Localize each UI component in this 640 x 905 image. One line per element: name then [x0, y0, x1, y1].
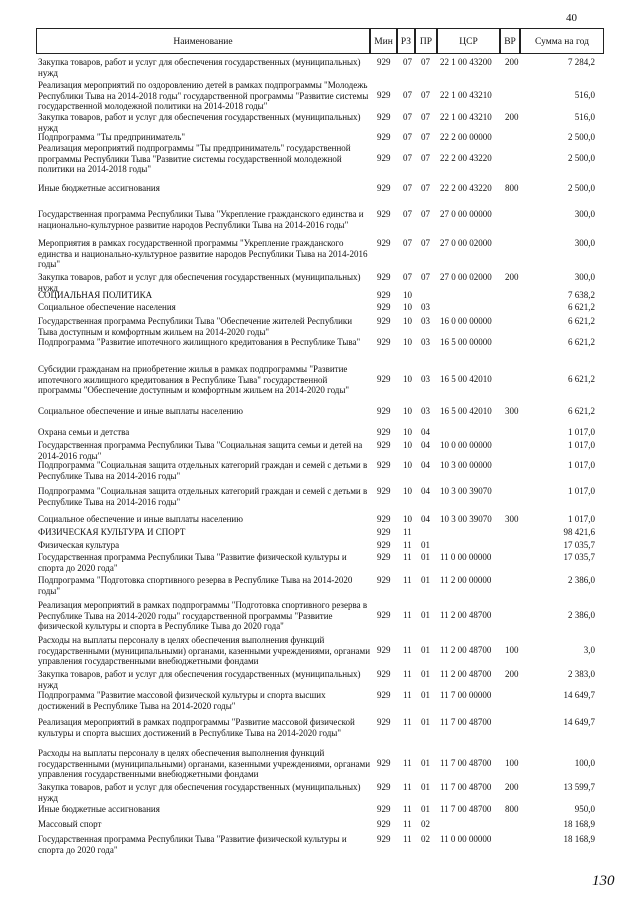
- row-rz: 07: [403, 238, 412, 248]
- row-csr: 27 0 00 00000: [440, 209, 492, 219]
- row-sum: 6 621,2: [568, 337, 595, 347]
- row-sum: 516,0: [574, 112, 595, 122]
- row-csr: 11 7 00 48700: [440, 758, 492, 768]
- row-csr: 10 0 00 00000: [440, 440, 492, 450]
- row-sum: 516,0: [574, 90, 595, 100]
- row-csr: 11 7 00 00000: [440, 690, 492, 700]
- row-sum: 1 017,0: [568, 460, 595, 470]
- row-rz: 10: [403, 427, 412, 437]
- row-pr: 01: [421, 645, 430, 655]
- row-name: Реализация мероприятий в рамках подпрограммы "Подготовка спортивного резерва в Республике Тыва на 2014-2020 годы" государственной программы "Развитие физической культуры и спорта в Республике Тыва до 2020 года": [38, 600, 368, 632]
- row-rz: 07: [403, 112, 412, 122]
- row-csr: 11 0 00 00000: [440, 552, 492, 562]
- row-min: 929: [377, 690, 391, 700]
- row-min: 929: [377, 717, 391, 727]
- row-name: Массовый спорт: [38, 819, 102, 829]
- row-sum: 17 035,7: [563, 540, 595, 550]
- row-pr: 07: [421, 57, 430, 67]
- row-sum: 1 017,0: [568, 486, 595, 496]
- row-rz: 07: [403, 272, 412, 282]
- row-name: Реализация мероприятий по оздоровлению детей в рамках подпрограммы "Молодежь Республики Тыва на 2014-2018 годы" государственной программы "Развитие системы государственной молодежной политики на 2014-2018 годы": [38, 80, 369, 112]
- row-rz: 07: [403, 209, 412, 219]
- page-number: 40: [566, 12, 577, 24]
- row-min: 929: [377, 782, 391, 792]
- row-name: Физическая культура: [38, 540, 120, 550]
- row-name: Государственная программа Республики Тыва "Обеспечение жителей Республики Тыва доступным и комфортным жильем на 2014-2020 годы": [38, 316, 353, 337]
- row-name: Государственная программа Республики Тыва "Развитие физической культуры и спорта до 2020 года": [38, 552, 347, 573]
- header-sum: Сумма на год: [520, 28, 604, 54]
- row-sum: 2 383,0: [568, 669, 595, 679]
- row-name: Закупка товаров, работ и услуг для обеспечения государственных (муниципальных) нужд: [38, 782, 361, 803]
- row-min: 929: [377, 486, 391, 496]
- row-min: 929: [377, 238, 391, 248]
- handwritten-page-mark: 130: [592, 873, 615, 889]
- row-name: Закупка товаров, работ и услуг для обеспечения государственных (муниципальных) нужд: [38, 57, 361, 78]
- row-min: 929: [377, 183, 391, 193]
- row-csr: 11 0 00 00000: [440, 834, 492, 844]
- row-pr: 04: [421, 427, 430, 437]
- row-sum: 1 017,0: [568, 440, 595, 450]
- row-sum: 7 638,2: [568, 290, 595, 300]
- row-vr: 300: [505, 514, 519, 524]
- row-sum: 13 599,7: [563, 782, 595, 792]
- row-name: Подпрограмма "Развитие ипотечного жилищного кредитования в Республике Тыва": [38, 337, 361, 347]
- row-rz: 11: [403, 575, 412, 585]
- row-rz: 11: [403, 819, 412, 829]
- row-pr: 01: [421, 540, 430, 550]
- row-min: 929: [377, 132, 391, 142]
- row-pr: 02: [421, 819, 430, 829]
- row-name: Социальное обеспечение населения: [38, 302, 176, 312]
- row-rz: 10: [403, 290, 412, 300]
- row-sum: 300,0: [574, 209, 595, 219]
- row-min: 929: [377, 460, 391, 470]
- row-min: 929: [377, 758, 391, 768]
- row-min: 929: [377, 610, 391, 620]
- row-rz: 10: [403, 514, 412, 524]
- row-name: Государственная программа Республики Тыва "Социальная защита семьи и детей на 2014-2016 годы": [38, 440, 363, 461]
- row-rz: 11: [403, 669, 412, 679]
- row-csr: 16 5 00 42010: [440, 374, 492, 384]
- row-name: Мероприятия в рамках государственной программы "Укрепление гражданского единства и национально-культурное развитие народов Республики Тыва на 2014-2016 годы": [38, 238, 368, 270]
- row-name: Подпрограмма "Ты предприниматель": [38, 132, 186, 142]
- row-min: 929: [377, 540, 391, 550]
- row-csr: 11 2 00 00000: [440, 575, 492, 585]
- row-name: Социальное обеспечение и иные выплаты населению: [38, 406, 243, 416]
- row-sum: 18 168,9: [563, 819, 595, 829]
- row-name: Социальное обеспечение и иные выплаты населению: [38, 514, 243, 524]
- row-csr: 16 5 00 00000: [440, 337, 492, 347]
- row-min: 929: [377, 374, 391, 384]
- row-rz: 07: [403, 132, 412, 142]
- row-csr: 10 3 00 00000: [440, 460, 492, 470]
- row-min: 929: [377, 337, 391, 347]
- row-csr: 11 2 00 48700: [440, 669, 492, 679]
- row-csr: 22 2 00 00000: [440, 132, 492, 142]
- row-rz: 07: [403, 57, 412, 67]
- row-sum: 3,0: [583, 645, 595, 655]
- row-pr: 01: [421, 758, 430, 768]
- row-rz: 11: [403, 540, 412, 550]
- row-rz: 10: [403, 316, 412, 326]
- row-pr: 01: [421, 690, 430, 700]
- row-name: Расходы на выплаты персоналу в целях обеспечения выполнения функций государственными (муниципальными) органами, казенными учреждениями, органами управления государственными внебюджетными фондами: [38, 635, 371, 667]
- row-name: Государственная программа Республики Тыва "Развитие физической культуры и спорта до 2020 года": [38, 834, 347, 855]
- row-sum: 950,0: [574, 804, 595, 814]
- row-sum: 2 386,0: [568, 610, 595, 620]
- row-csr: 11 2 00 48700: [440, 645, 492, 655]
- row-csr: 11 7 00 48700: [440, 782, 492, 792]
- row-sum: 17 035,7: [563, 552, 595, 562]
- header-vr: ВР: [500, 28, 520, 54]
- row-csr: 22 2 00 43220: [440, 153, 492, 163]
- header-min: Мин: [370, 28, 397, 54]
- row-rz: 07: [403, 90, 412, 100]
- row-min: 929: [377, 440, 391, 450]
- row-csr: 22 1 00 43210: [440, 90, 492, 100]
- row-pr: 07: [421, 90, 430, 100]
- row-min: 929: [377, 527, 391, 537]
- row-rz: 11: [403, 610, 412, 620]
- row-pr: 07: [421, 272, 430, 282]
- row-name: Подпрограмма "Развитие массовой физической культуры и спорта высших достижений в Республике Тыва на 2014-2020 годы": [38, 690, 326, 711]
- row-csr: 11 7 00 48700: [440, 717, 492, 727]
- row-min: 929: [377, 302, 391, 312]
- row-vr: 300: [505, 406, 519, 416]
- row-name: ФИЗИЧЕСКАЯ КУЛЬТУРА И СПОРТ: [38, 527, 186, 537]
- row-min: 929: [377, 575, 391, 585]
- row-pr: 04: [421, 440, 430, 450]
- row-rz: 07: [403, 153, 412, 163]
- row-name: Расходы на выплаты персоналу в целях обеспечения выполнения функций государственными (муниципальными) органами, казенными учреждениями, органами управления государственными внебюджетными фондами: [38, 748, 371, 780]
- row-name: Реализация мероприятий в рамках подпрограммы "Развитие массовой физической культуры и спорта высших достижений в Республике Тыва на 2014-2020 годы": [38, 717, 355, 738]
- row-name: Подпрограмма "Социальная защита отдельных категорий граждан и семей с детьми в Республике Тыва на 2014-2016 годы": [38, 460, 368, 481]
- row-pr: 03: [421, 374, 430, 384]
- row-sum: 6 621,2: [568, 374, 595, 384]
- row-min: 929: [377, 819, 391, 829]
- row-min: 929: [377, 57, 391, 67]
- row-sum: 2 500,0: [568, 153, 595, 163]
- row-sum: 2 500,0: [568, 132, 595, 142]
- row-name: Закупка товаров, работ и услуг для обеспечения государственных (муниципальных) нужд: [38, 272, 361, 293]
- row-sum: 300,0: [574, 238, 595, 248]
- row-name: Охрана семьи и детства: [38, 427, 130, 437]
- row-pr: 04: [421, 486, 430, 496]
- row-name: Иные бюджетные ассигнования: [38, 804, 160, 814]
- header-name: Наименование: [36, 28, 370, 54]
- row-vr: 800: [505, 183, 519, 193]
- row-rz: 10: [403, 406, 412, 416]
- row-vr: 100: [505, 645, 519, 655]
- row-csr: 11 7 00 48700: [440, 804, 492, 814]
- row-rz: 10: [403, 440, 412, 450]
- row-sum: 14 649,7: [563, 690, 595, 700]
- row-rz: 11: [403, 717, 412, 727]
- row-pr: 07: [421, 238, 430, 248]
- row-rz: 11: [403, 645, 412, 655]
- header-rz: РЗ: [397, 28, 415, 54]
- row-sum: 2 500,0: [568, 183, 595, 193]
- row-pr: 02: [421, 834, 430, 844]
- row-pr: 07: [421, 153, 430, 163]
- row-min: 929: [377, 514, 391, 524]
- row-sum: 2 386,0: [568, 575, 595, 585]
- row-pr: 03: [421, 337, 430, 347]
- row-pr: 03: [421, 316, 430, 326]
- row-rz: 11: [403, 834, 412, 844]
- row-pr: 04: [421, 460, 430, 470]
- row-min: 929: [377, 153, 391, 163]
- row-rz: 11: [403, 527, 412, 537]
- row-sum: 7 284,2: [568, 57, 595, 67]
- row-vr: 800: [505, 804, 519, 814]
- row-sum: 6 621,2: [568, 302, 595, 312]
- row-vr: 200: [505, 272, 519, 282]
- row-sum: 6 621,2: [568, 316, 595, 326]
- row-name: Подпрограмма "Подготовка спортивного резерва в Республике Тыва на 2014-2020 годы": [38, 575, 353, 596]
- row-sum: 6 621,2: [568, 406, 595, 416]
- row-min: 929: [377, 552, 391, 562]
- row-name: Субсидии гражданам на приобретение жилья в рамках подпрограммы "Развитие ипотечного жилищного кредитования в Республике Тыва" государственной программы "Обеспечение доступным и комфортным жильем на 2014-2020 годы": [38, 364, 350, 396]
- row-rz: 10: [403, 302, 412, 312]
- row-pr: 01: [421, 575, 430, 585]
- row-vr: 200: [505, 669, 519, 679]
- row-pr: 07: [421, 209, 430, 219]
- row-pr: 07: [421, 112, 430, 122]
- row-sum: 98 421,6: [563, 527, 595, 537]
- row-min: 929: [377, 834, 391, 844]
- row-sum: 300,0: [574, 272, 595, 282]
- row-rz: 10: [403, 460, 412, 470]
- row-min: 929: [377, 406, 391, 416]
- row-vr: 200: [505, 57, 519, 67]
- row-sum: 100,0: [574, 758, 595, 768]
- row-min: 929: [377, 209, 391, 219]
- row-csr: 22 1 00 43200: [440, 57, 492, 67]
- row-pr: 03: [421, 406, 430, 416]
- row-rz: 10: [403, 337, 412, 347]
- row-pr: 01: [421, 804, 430, 814]
- row-min: 929: [377, 669, 391, 679]
- row-vr: 200: [505, 782, 519, 792]
- row-pr: 01: [421, 552, 430, 562]
- row-csr: 16 0 00 00000: [440, 316, 492, 326]
- row-vr: 200: [505, 112, 519, 122]
- row-pr: 07: [421, 183, 430, 193]
- row-rz: 07: [403, 183, 412, 193]
- row-min: 929: [377, 90, 391, 100]
- row-csr: 10 3 00 39070: [440, 486, 492, 496]
- header-csr: ЦСР: [437, 28, 500, 54]
- row-sum: 14 649,7: [563, 717, 595, 727]
- row-name: Реализация мероприятий подпрограммы "Ты предприниматель" государственной программы Республики Тыва "Развитие системы государственной молодежной политики на 2014-2018 годы": [38, 143, 351, 175]
- header-pr: ПР: [415, 28, 437, 54]
- row-name: Подпрограмма "Социальная защита отдельных категорий граждан и семей с детьми в Республике Тыва на 2014-2016 годы": [38, 486, 368, 507]
- row-pr: 03: [421, 302, 430, 312]
- row-rz: 11: [403, 690, 412, 700]
- row-min: 929: [377, 427, 391, 437]
- row-name: СОЦИАЛЬНАЯ ПОЛИТИКА: [38, 290, 153, 300]
- row-csr: 11 2 00 48700: [440, 610, 492, 620]
- row-min: 929: [377, 316, 391, 326]
- row-vr: 100: [505, 758, 519, 768]
- row-pr: 01: [421, 717, 430, 727]
- row-rz: 10: [403, 486, 412, 496]
- row-pr: 01: [421, 782, 430, 792]
- row-min: 929: [377, 290, 391, 300]
- row-pr: 01: [421, 669, 430, 679]
- row-pr: 04: [421, 514, 430, 524]
- row-min: 929: [377, 645, 391, 655]
- row-csr: 22 2 00 43220: [440, 183, 492, 193]
- row-min: 929: [377, 112, 391, 122]
- row-sum: 1 017,0: [568, 427, 595, 437]
- row-min: 929: [377, 272, 391, 282]
- row-rz: 10: [403, 374, 412, 384]
- row-rz: 11: [403, 552, 412, 562]
- row-csr: 10 3 00 39070: [440, 514, 492, 524]
- row-csr: 22 1 00 43210: [440, 112, 492, 122]
- row-rz: 11: [403, 804, 412, 814]
- row-csr: 27 0 00 02000: [440, 238, 492, 248]
- row-csr: 16 5 00 42010: [440, 406, 492, 416]
- row-rz: 11: [403, 782, 412, 792]
- row-name: Закупка товаров, работ и услуг для обеспечения государственных (муниципальных) нужд: [38, 669, 361, 690]
- row-min: 929: [377, 804, 391, 814]
- row-name: Иные бюджетные ассигнования: [38, 183, 160, 193]
- row-pr: 01: [421, 610, 430, 620]
- row-name: Государственная программа Республики Тыва "Укрепление гражданского единства и национально-культурное развитие народов Республики Тыва на 2014-2016 годы": [38, 209, 364, 230]
- row-sum: 1 017,0: [568, 514, 595, 524]
- row-pr: 07: [421, 132, 430, 142]
- row-csr: 27 0 00 02000: [440, 272, 492, 282]
- row-name: Закупка товаров, работ и услуг для обеспечения государственных (муниципальных) нужд: [38, 112, 361, 133]
- row-rz: 11: [403, 758, 412, 768]
- row-sum: 18 168,9: [563, 834, 595, 844]
